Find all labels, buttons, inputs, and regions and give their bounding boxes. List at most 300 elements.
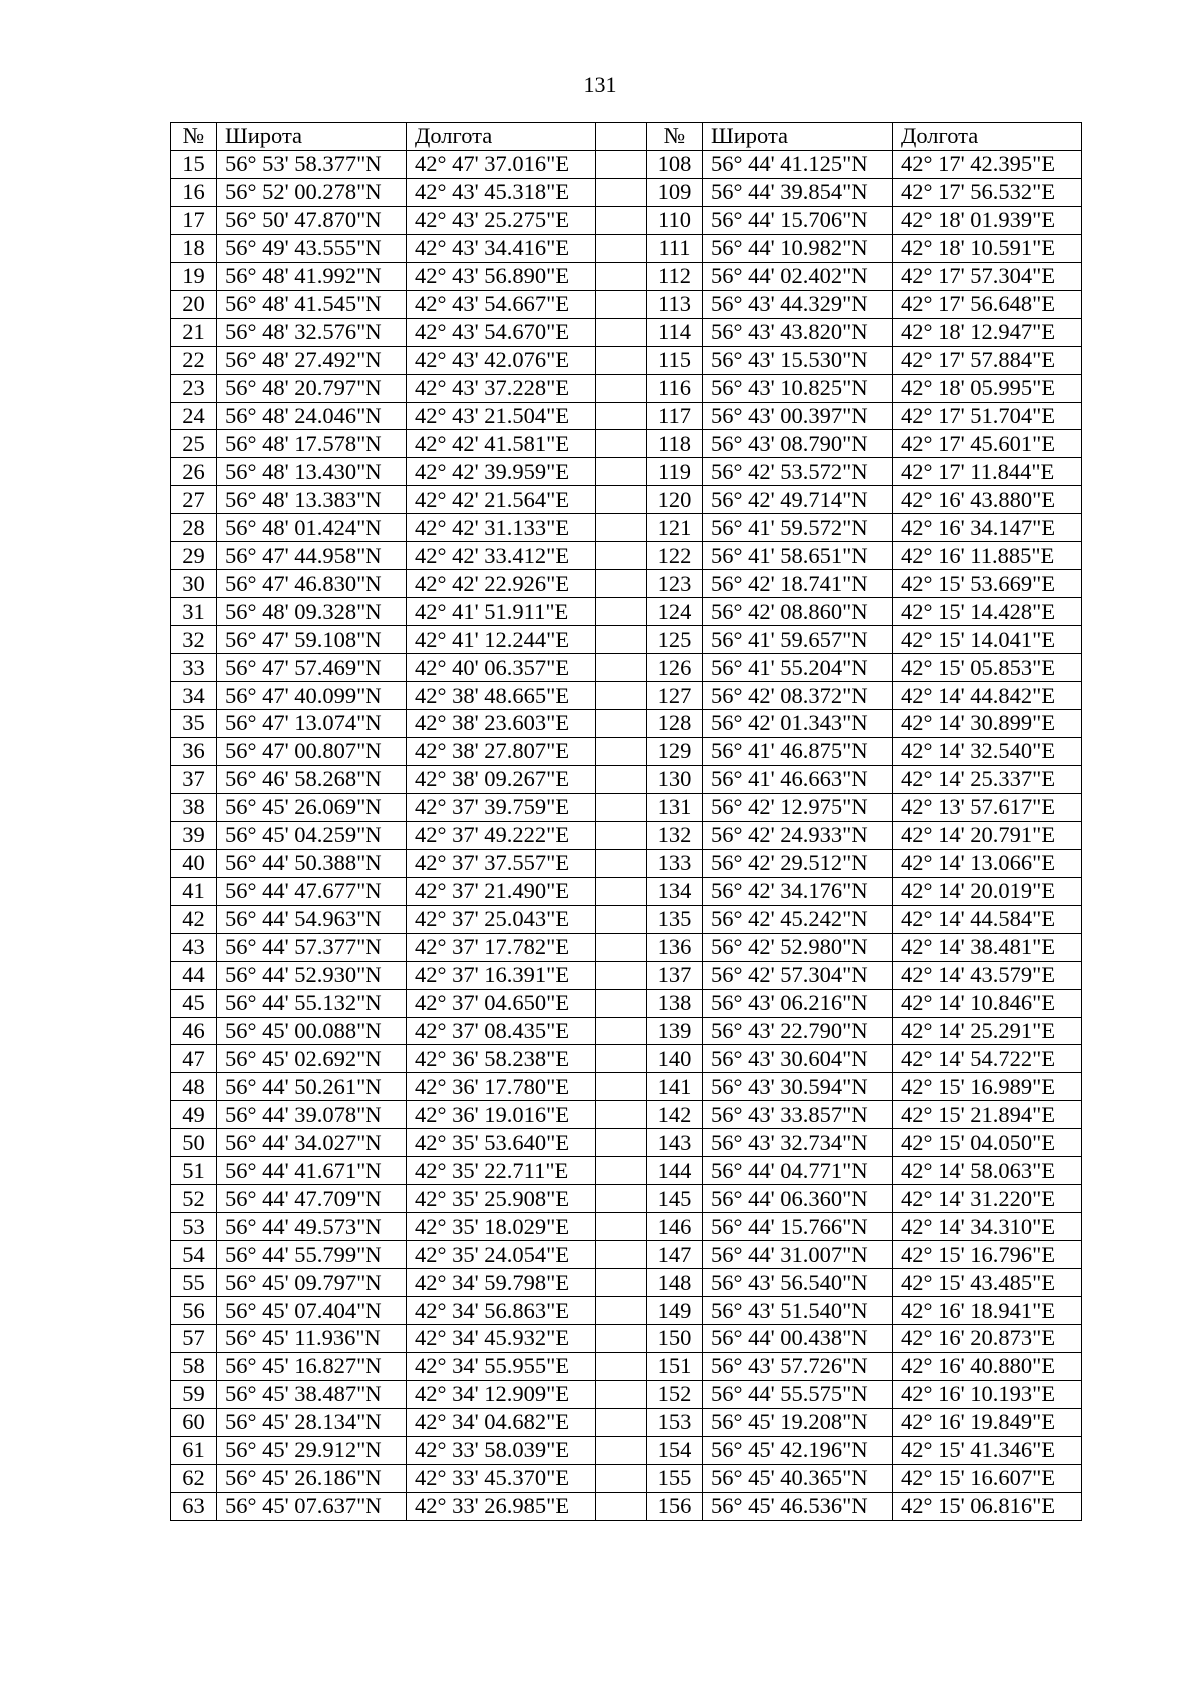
latitude-cell: 56° 42' 08.372"N: [703, 682, 893, 710]
table-row: [171, 1380, 1082, 1408]
latitude-cell: 56° 41' 46.663"N: [703, 765, 893, 793]
latitude-cell: 56° 47' 57.469"N: [217, 654, 407, 682]
separator-cell: [596, 961, 647, 989]
latitude-cell: 56° 43' 56.540"N: [703, 1269, 893, 1297]
latitude-cell: 56° 42' 08.860"N: [703, 598, 893, 626]
point-number: 111: [647, 234, 703, 262]
header-num-right: №: [647, 123, 703, 151]
longitude-cell: 42° 34' 55.955"E: [407, 1352, 596, 1380]
longitude-cell: 42° 15' 14.041"E: [893, 626, 1082, 654]
latitude-cell: 56° 43' 43.820"N: [703, 318, 893, 346]
separator-cell: [596, 206, 647, 234]
latitude-cell: 56° 41' 59.657"N: [703, 626, 893, 654]
separator-cell: [596, 514, 647, 542]
point-number: 110: [647, 206, 703, 234]
page-number: 131: [583, 72, 617, 97]
longitude-cell: 42° 36' 58.238"E: [407, 1045, 596, 1073]
separator-cell: [596, 1017, 647, 1045]
point-number: 134: [647, 877, 703, 905]
latitude-cell: 56° 48' 13.383"N: [217, 486, 407, 514]
latitude-cell: 56° 48' 13.430"N: [217, 458, 407, 486]
point-number: 40: [171, 849, 217, 877]
point-number: 30: [171, 570, 217, 598]
longitude-cell: 42° 15' 16.796"E: [893, 1241, 1082, 1269]
latitude-cell: 56° 45' 07.637"N: [217, 1492, 407, 1520]
latitude-cell: 56° 48' 17.578"N: [217, 430, 407, 458]
latitude-cell: 56° 43' 30.594"N: [703, 1073, 893, 1101]
longitude-cell: 42° 36' 17.780"E: [407, 1073, 596, 1101]
latitude-cell: 56° 44' 15.766"N: [703, 1213, 893, 1241]
point-number: 125: [647, 626, 703, 654]
table-row: [171, 1185, 1082, 1213]
longitude-cell: 42° 16' 10.193"E: [893, 1380, 1082, 1408]
longitude-cell: 42° 37' 04.650"E: [407, 989, 596, 1017]
separator-cell: [596, 290, 647, 318]
longitude-cell: 42° 14' 20.791"E: [893, 821, 1082, 849]
point-number: 135: [647, 905, 703, 933]
longitude-cell: 42° 43' 42.076"E: [407, 346, 596, 374]
latitude-cell: 56° 50' 47.870"N: [217, 206, 407, 234]
longitude-cell: 42° 14' 13.066"E: [893, 849, 1082, 877]
table-row: [171, 486, 1082, 514]
table-row: [171, 849, 1082, 877]
separator-cell: [596, 598, 647, 626]
separator-cell: [596, 1129, 647, 1157]
point-number: 35: [171, 710, 217, 738]
point-number: 53: [171, 1213, 217, 1241]
table-row: [171, 598, 1082, 626]
latitude-cell: 56° 42' 53.572"N: [703, 458, 893, 486]
table-row: [171, 1352, 1082, 1380]
separator-cell: [596, 374, 647, 402]
longitude-cell: 42° 14' 10.846"E: [893, 989, 1082, 1017]
separator-cell: [596, 1324, 647, 1352]
point-number: 130: [647, 765, 703, 793]
table-row: [171, 1241, 1082, 1269]
longitude-cell: 42° 43' 34.416"E: [407, 234, 596, 262]
latitude-cell: 56° 43' 33.857"N: [703, 1101, 893, 1129]
longitude-cell: 42° 37' 25.043"E: [407, 905, 596, 933]
point-number: 133: [647, 849, 703, 877]
latitude-cell: 56° 42' 01.343"N: [703, 710, 893, 738]
point-number: 146: [647, 1213, 703, 1241]
latitude-cell: 56° 43' 32.734"N: [703, 1129, 893, 1157]
latitude-cell: 56° 42' 45.242"N: [703, 905, 893, 933]
point-number: 50: [171, 1129, 217, 1157]
latitude-cell: 56° 45' 38.487"N: [217, 1380, 407, 1408]
latitude-cell: 56° 43' 08.790"N: [703, 430, 893, 458]
point-number: 27: [171, 486, 217, 514]
longitude-cell: 42° 43' 45.318"E: [407, 178, 596, 206]
longitude-cell: 42° 37' 39.759"E: [407, 793, 596, 821]
table-row: [171, 458, 1082, 486]
point-number: 113: [647, 290, 703, 318]
table-row: [171, 821, 1082, 849]
latitude-cell: 56° 43' 22.790"N: [703, 1017, 893, 1045]
latitude-cell: 56° 47' 13.074"N: [217, 710, 407, 738]
table-row: [171, 1045, 1082, 1073]
coordinates-table: [170, 122, 1082, 1521]
latitude-cell: 56° 43' 57.726"N: [703, 1352, 893, 1380]
point-number: 23: [171, 374, 217, 402]
separator-cell: [596, 1073, 647, 1101]
latitude-cell: 56° 41' 58.651"N: [703, 542, 893, 570]
point-number: 123: [647, 570, 703, 598]
separator-cell: [596, 1185, 647, 1213]
latitude-cell: 56° 45' 04.259"N: [217, 821, 407, 849]
table-row: [171, 1492, 1082, 1520]
point-number: 28: [171, 514, 217, 542]
latitude-cell: 56° 44' 50.261"N: [217, 1073, 407, 1101]
table-row: [171, 989, 1082, 1017]
longitude-cell: 42° 38' 23.603"E: [407, 710, 596, 738]
point-number: 62: [171, 1464, 217, 1492]
longitude-cell: 42° 18' 10.591"E: [893, 234, 1082, 262]
point-number: 156: [647, 1492, 703, 1520]
longitude-cell: 42° 42' 39.959"E: [407, 458, 596, 486]
latitude-cell: 56° 42' 34.176"N: [703, 877, 893, 905]
separator-cell: [596, 542, 647, 570]
longitude-cell: 42° 15' 14.428"E: [893, 598, 1082, 626]
table-row: [171, 793, 1082, 821]
point-number: 44: [171, 961, 217, 989]
longitude-cell: 42° 15' 16.989"E: [893, 1073, 1082, 1101]
point-number: 19: [171, 262, 217, 290]
latitude-cell: 56° 43' 51.540"N: [703, 1297, 893, 1325]
longitude-cell: 42° 17' 11.844"E: [893, 458, 1082, 486]
separator-cell: [596, 486, 647, 514]
table-body: [171, 150, 1082, 1520]
latitude-cell: 56° 44' 47.709"N: [217, 1185, 407, 1213]
longitude-cell: 42° 16' 11.885"E: [893, 542, 1082, 570]
longitude-cell: 42° 35' 18.029"E: [407, 1213, 596, 1241]
point-number: 121: [647, 514, 703, 542]
separator-cell: [596, 1492, 647, 1520]
longitude-cell: 42° 17' 56.532"E: [893, 178, 1082, 206]
point-number: 58: [171, 1352, 217, 1380]
latitude-cell: 56° 42' 18.741"N: [703, 570, 893, 598]
point-number: 145: [647, 1185, 703, 1213]
latitude-cell: 56° 44' 04.771"N: [703, 1157, 893, 1185]
latitude-cell: 56° 44' 39.854"N: [703, 178, 893, 206]
separator-cell: [596, 1269, 647, 1297]
point-number: 112: [647, 262, 703, 290]
separator-cell: [596, 1352, 647, 1380]
separator-cell: [596, 626, 647, 654]
table-row: [171, 710, 1082, 738]
table-row: [171, 318, 1082, 346]
point-number: 39: [171, 821, 217, 849]
point-number: 131: [647, 793, 703, 821]
point-number: 126: [647, 654, 703, 682]
latitude-cell: 56° 48' 41.992"N: [217, 262, 407, 290]
longitude-cell: 42° 36' 19.016"E: [407, 1101, 596, 1129]
point-number: 155: [647, 1464, 703, 1492]
longitude-cell: 42° 17' 57.884"E: [893, 346, 1082, 374]
point-number: 29: [171, 542, 217, 570]
point-number: 46: [171, 1017, 217, 1045]
separator-cell: [596, 262, 647, 290]
latitude-cell: 56° 41' 59.572"N: [703, 514, 893, 542]
latitude-cell: 56° 48' 20.797"N: [217, 374, 407, 402]
latitude-cell: 56° 42' 49.714"N: [703, 486, 893, 514]
latitude-cell: 56° 44' 50.388"N: [217, 849, 407, 877]
longitude-cell: 42° 41' 12.244"E: [407, 626, 596, 654]
separator-cell: [596, 1157, 647, 1185]
longitude-cell: 42° 14' 25.291"E: [893, 1017, 1082, 1045]
table-row: [171, 1213, 1082, 1241]
longitude-cell: 42° 14' 32.540"E: [893, 737, 1082, 765]
latitude-cell: 56° 42' 29.512"N: [703, 849, 893, 877]
latitude-cell: 56° 43' 44.329"N: [703, 290, 893, 318]
latitude-cell: 56° 45' 40.365"N: [703, 1464, 893, 1492]
separator-cell: [596, 1241, 647, 1269]
point-number: 116: [647, 374, 703, 402]
longitude-cell: 42° 17' 57.304"E: [893, 262, 1082, 290]
longitude-cell: 42° 37' 49.222"E: [407, 821, 596, 849]
table-row: [171, 514, 1082, 542]
latitude-cell: 56° 45' 11.936"N: [217, 1324, 407, 1352]
longitude-cell: 42° 17' 56.648"E: [893, 290, 1082, 318]
point-number: 149: [647, 1297, 703, 1325]
point-number: 26: [171, 458, 217, 486]
latitude-cell: 56° 44' 31.007"N: [703, 1241, 893, 1269]
separator-cell: [596, 346, 647, 374]
latitude-cell: 56° 42' 52.980"N: [703, 933, 893, 961]
longitude-cell: 42° 43' 25.275"E: [407, 206, 596, 234]
table-row: [171, 933, 1082, 961]
point-number: 37: [171, 765, 217, 793]
longitude-cell: 42° 43' 56.890"E: [407, 262, 596, 290]
table-row: [171, 905, 1082, 933]
separator-cell: [596, 1297, 647, 1325]
point-number: 20: [171, 290, 217, 318]
point-number: 43: [171, 933, 217, 961]
point-number: 129: [647, 737, 703, 765]
table-row: [171, 654, 1082, 682]
longitude-cell: 42° 37' 16.391"E: [407, 961, 596, 989]
longitude-cell: 42° 17' 42.395"E: [893, 150, 1082, 178]
table-row: [171, 1297, 1082, 1325]
point-number: 54: [171, 1241, 217, 1269]
table-row: [171, 1269, 1082, 1297]
separator-cell: [596, 150, 647, 178]
point-number: 18: [171, 234, 217, 262]
point-number: 153: [647, 1408, 703, 1436]
longitude-cell: 42° 42' 41.581"E: [407, 430, 596, 458]
point-number: 41: [171, 877, 217, 905]
longitude-cell: 42° 33' 45.370"E: [407, 1464, 596, 1492]
latitude-cell: 56° 44' 55.575"N: [703, 1380, 893, 1408]
separator-cell: [596, 1213, 647, 1241]
point-number: 16: [171, 178, 217, 206]
longitude-cell: 42° 16' 19.849"E: [893, 1408, 1082, 1436]
longitude-cell: 42° 18' 01.939"E: [893, 206, 1082, 234]
longitude-cell: 42° 15' 04.050"E: [893, 1129, 1082, 1157]
latitude-cell: 56° 45' 00.088"N: [217, 1017, 407, 1045]
longitude-cell: 42° 15' 53.669"E: [893, 570, 1082, 598]
separator-cell: [596, 402, 647, 430]
table-row: [171, 1073, 1082, 1101]
table-row: [171, 765, 1082, 793]
longitude-cell: 42° 14' 20.019"E: [893, 877, 1082, 905]
latitude-cell: 56° 44' 41.671"N: [217, 1157, 407, 1185]
latitude-cell: 56° 42' 57.304"N: [703, 961, 893, 989]
point-number: 127: [647, 682, 703, 710]
latitude-cell: 56° 53' 58.377"N: [217, 150, 407, 178]
latitude-cell: 56° 45' 26.186"N: [217, 1464, 407, 1492]
longitude-cell: 42° 14' 58.063"E: [893, 1157, 1082, 1185]
longitude-cell: 42° 13' 57.617"E: [893, 793, 1082, 821]
latitude-cell: 56° 44' 34.027"N: [217, 1129, 407, 1157]
latitude-cell: 56° 45' 16.827"N: [217, 1352, 407, 1380]
latitude-cell: 56° 43' 10.825"N: [703, 374, 893, 402]
longitude-cell: 42° 37' 37.557"E: [407, 849, 596, 877]
table-row: [171, 737, 1082, 765]
point-number: 122: [647, 542, 703, 570]
point-number: 124: [647, 598, 703, 626]
latitude-cell: 56° 45' 42.196"N: [703, 1436, 893, 1464]
latitude-cell: 56° 45' 07.404"N: [217, 1297, 407, 1325]
separator-cell: [596, 933, 647, 961]
latitude-cell: 56° 48' 24.046"N: [217, 402, 407, 430]
latitude-cell: 56° 48' 32.576"N: [217, 318, 407, 346]
latitude-cell: 56° 44' 39.078"N: [217, 1101, 407, 1129]
latitude-cell: 56° 45' 19.208"N: [703, 1408, 893, 1436]
point-number: 59: [171, 1380, 217, 1408]
table-header-row: [171, 123, 1082, 151]
table-row: [171, 961, 1082, 989]
point-number: 42: [171, 905, 217, 933]
longitude-cell: 42° 14' 38.481"E: [893, 933, 1082, 961]
separator-cell: [596, 821, 647, 849]
table-row: [171, 374, 1082, 402]
point-number: 109: [647, 178, 703, 206]
latitude-cell: 56° 43' 06.216"N: [703, 989, 893, 1017]
longitude-cell: 42° 14' 30.899"E: [893, 710, 1082, 738]
table-row: [171, 626, 1082, 654]
table-row: [171, 1129, 1082, 1157]
longitude-cell: 42° 38' 27.807"E: [407, 737, 596, 765]
latitude-cell: 56° 44' 52.930"N: [217, 961, 407, 989]
longitude-cell: 42° 34' 56.863"E: [407, 1297, 596, 1325]
point-number: 120: [647, 486, 703, 514]
table-row: [171, 178, 1082, 206]
point-number: 33: [171, 654, 217, 682]
point-number: 147: [647, 1241, 703, 1269]
point-number: 138: [647, 989, 703, 1017]
latitude-cell: 56° 45' 29.912"N: [217, 1436, 407, 1464]
point-number: 137: [647, 961, 703, 989]
latitude-cell: 56° 45' 09.797"N: [217, 1269, 407, 1297]
table-row: [171, 346, 1082, 374]
separator-cell: [596, 654, 647, 682]
longitude-cell: 42° 14' 25.337"E: [893, 765, 1082, 793]
point-number: 21: [171, 318, 217, 346]
header-lon-left: Долгота: [407, 123, 596, 151]
longitude-cell: 42° 17' 45.601"E: [893, 430, 1082, 458]
point-number: 61: [171, 1436, 217, 1464]
point-number: 32: [171, 626, 217, 654]
point-number: 140: [647, 1045, 703, 1073]
longitude-cell: 42° 47' 37.016"E: [407, 150, 596, 178]
point-number: 119: [647, 458, 703, 486]
latitude-cell: 56° 45' 26.069"N: [217, 793, 407, 821]
longitude-cell: 42° 35' 25.908"E: [407, 1185, 596, 1213]
point-number: 55: [171, 1269, 217, 1297]
longitude-cell: 42° 14' 43.579"E: [893, 961, 1082, 989]
longitude-cell: 42° 15' 05.853"E: [893, 654, 1082, 682]
latitude-cell: 56° 44' 02.402"N: [703, 262, 893, 290]
point-number: 45: [171, 989, 217, 1017]
longitude-cell: 42° 14' 54.722"E: [893, 1045, 1082, 1073]
latitude-cell: 56° 52' 00.278"N: [217, 178, 407, 206]
point-number: 34: [171, 682, 217, 710]
longitude-cell: 42° 14' 44.584"E: [893, 905, 1082, 933]
latitude-cell: 56° 48' 09.328"N: [217, 598, 407, 626]
longitude-cell: 42° 15' 43.485"E: [893, 1269, 1082, 1297]
point-number: 47: [171, 1045, 217, 1073]
longitude-cell: 42° 42' 33.412"E: [407, 542, 596, 570]
separator-cell: [596, 1408, 647, 1436]
longitude-cell: 42° 16' 43.880"E: [893, 486, 1082, 514]
table-row: [171, 1408, 1082, 1436]
longitude-cell: 42° 43' 37.228"E: [407, 374, 596, 402]
latitude-cell: 56° 45' 02.692"N: [217, 1045, 407, 1073]
latitude-cell: 56° 47' 40.099"N: [217, 682, 407, 710]
point-number: 24: [171, 402, 217, 430]
point-number: 118: [647, 430, 703, 458]
point-number: 57: [171, 1324, 217, 1352]
latitude-cell: 56° 42' 24.933"N: [703, 821, 893, 849]
longitude-cell: 42° 16' 40.880"E: [893, 1352, 1082, 1380]
header-lat-right: Широта: [703, 123, 893, 151]
point-number: 49: [171, 1101, 217, 1129]
longitude-cell: 42° 41' 51.911"E: [407, 598, 596, 626]
longitude-cell: 42° 42' 21.564"E: [407, 486, 596, 514]
table-row: [171, 570, 1082, 598]
longitude-cell: 42° 35' 53.640"E: [407, 1129, 596, 1157]
table-row: [171, 402, 1082, 430]
longitude-cell: 42° 34' 45.932"E: [407, 1324, 596, 1352]
separator-cell: [596, 458, 647, 486]
latitude-cell: 56° 46' 58.268"N: [217, 765, 407, 793]
latitude-cell: 56° 44' 57.377"N: [217, 933, 407, 961]
point-number: 128: [647, 710, 703, 738]
longitude-cell: 42° 37' 17.782"E: [407, 933, 596, 961]
separator-cell: [596, 765, 647, 793]
table-row: [171, 542, 1082, 570]
point-number: 117: [647, 402, 703, 430]
table-row: [171, 877, 1082, 905]
point-number: 150: [647, 1324, 703, 1352]
separator-cell: [596, 793, 647, 821]
longitude-cell: 42° 18' 12.947"E: [893, 318, 1082, 346]
latitude-cell: 56° 44' 47.677"N: [217, 877, 407, 905]
separator-cell: [596, 178, 647, 206]
separator-cell: [596, 234, 647, 262]
table-row: [171, 1324, 1082, 1352]
latitude-cell: 56° 49' 43.555"N: [217, 234, 407, 262]
point-number: 63: [171, 1492, 217, 1520]
separator-cell: [596, 1101, 647, 1129]
header-num-left: №: [171, 123, 217, 151]
separator-cell: [596, 877, 647, 905]
longitude-cell: 42° 43' 21.504"E: [407, 402, 596, 430]
point-number: 25: [171, 430, 217, 458]
header-lat-left: Широта: [217, 123, 407, 151]
longitude-cell: 42° 35' 24.054"E: [407, 1241, 596, 1269]
